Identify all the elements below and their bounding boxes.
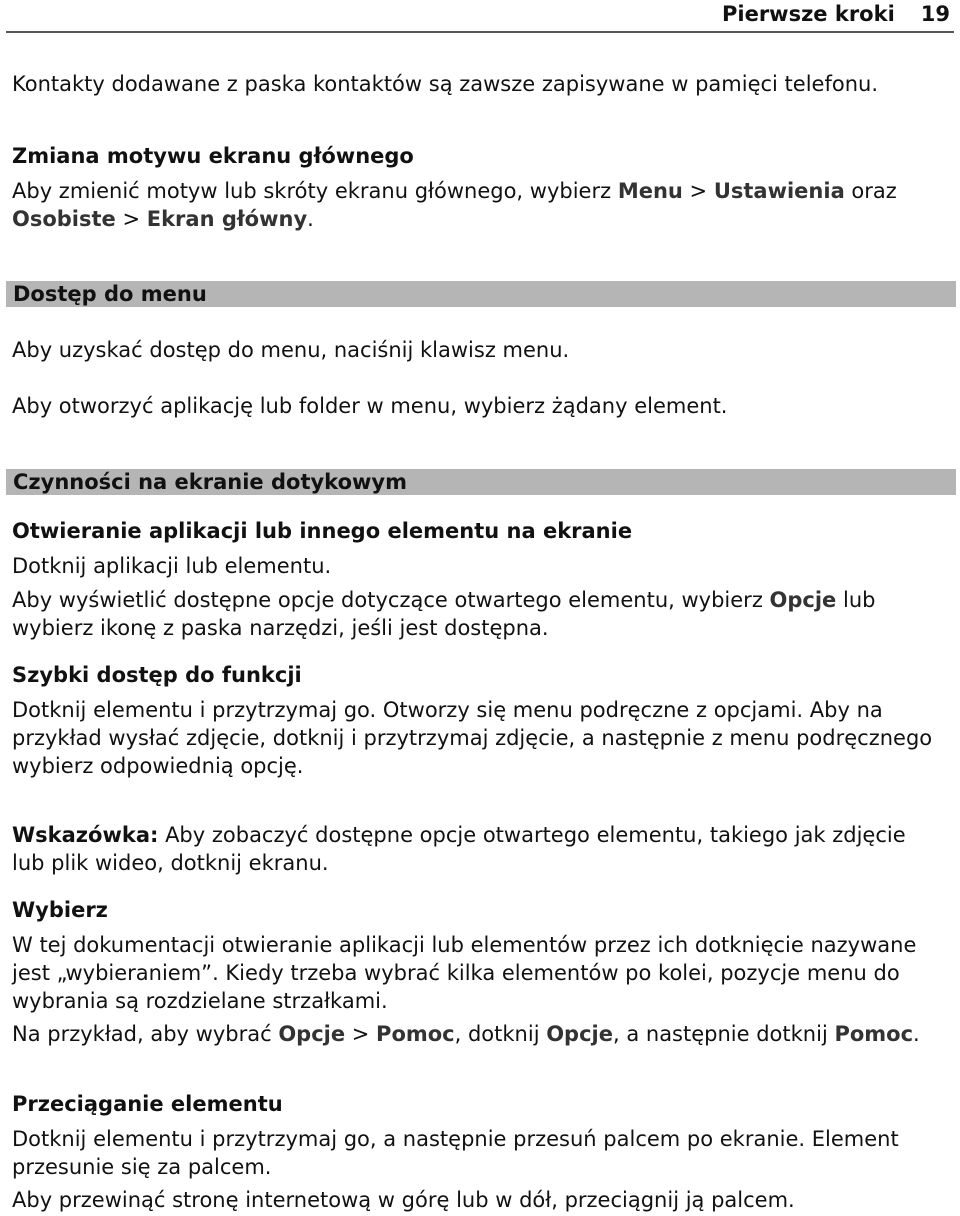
tip-paragraph: Wskazówka: Aby zobaczyć dostępne opcje otwartego elementu, takiego jak zdjęcie lub plik wideo, dotknij ekranu. xyxy=(12,823,906,875)
select-heading: Wybierz xyxy=(12,898,108,922)
menu-path-settings: Ustawienia xyxy=(713,179,845,203)
example-paragraph: Na przykład, aby wybrać Opcje > Pomoc, dotknij Opcje, a następnie dotknij Pomoc. xyxy=(12,1022,920,1046)
page-header xyxy=(722,2,950,26)
open-p1: Dotknij aplikacji lub elementu. xyxy=(12,554,332,578)
contacts-paragraph: Kontakty dodawane z paska kontaktów są zawsze zapisywane w pamięci telefonu. xyxy=(12,72,878,96)
options-label: Opcje xyxy=(769,588,837,612)
open-p2: Aby wyświetlić dostępne opcje dotyczące otwartego elementu, wybierz Opcje lub wybierz ikonę z paska narzędzi, jeśli jest dostępna. xyxy=(12,588,876,640)
quick-paragraph: Dotknij elementu i przytrzymaj go. Otworzy się menu podręczne z opcjami. Aby na przykład wysłać zdjęcie, dotknij i przytrzymaj zdjęcie, a następnie z menu podręcznego wybierz odpowiednią opcję. xyxy=(12,698,933,778)
theme-paragraph: Aby zmienić motyw lub skróty ekranu głównego, wybierz Menu > Ustawienia oraz Osobiste > Ekran główny. xyxy=(12,179,897,231)
menu-path-menu: Menu xyxy=(617,179,683,203)
menu-access-p1: Aby uzyskać dostęp do menu, naciśnij klawisz menu. xyxy=(12,338,570,362)
header-divider xyxy=(6,31,954,33)
quick-heading: Szybki dostęp do funkcji xyxy=(12,663,302,687)
tip-label: Wskazówka: xyxy=(12,823,159,847)
drag-p3: Aby przewinąć stronę internetową w górę lub w dół, przeciągnij ją palcem. xyxy=(12,1188,795,1212)
drag-heading: Przeciąganie elementu xyxy=(12,1092,283,1116)
section-title: Pierwsze kroki xyxy=(721,2,895,26)
select-paragraph: W tej dokumentacji otwieranie aplikacji lub elementów przez ich dotknięcie nazywane jest „wybieraniem”. Kiedy trzeba wybrać kilka elementów po kolei, pozycje menu do wybrania są rozdzielane strzałkami. xyxy=(12,933,917,1013)
section-bar-menu-access: Dostęp do menu xyxy=(6,281,956,307)
theme-heading: Zmiana motywu ekranu głównego xyxy=(12,144,414,168)
menu-access-p2: Aby otworzyć aplikację lub folder w menu, wybierz żądany element. xyxy=(12,394,728,418)
drag-paragraph: Dotknij elementu i przytrzymaj go, a następnie przesuń palcem po ekranie. Element przesunie się za palcem. xyxy=(12,1127,899,1179)
menu-path-personal: Osobiste xyxy=(12,207,116,231)
menu-path-homescreen: Ekran główny xyxy=(146,207,308,231)
open-heading: Otwieranie aplikacji lub innego elementu na ekranie xyxy=(12,519,633,543)
section-bar-touch: Czynności na ekranie dotykowym xyxy=(6,469,956,495)
page-number: 19 xyxy=(920,2,950,26)
